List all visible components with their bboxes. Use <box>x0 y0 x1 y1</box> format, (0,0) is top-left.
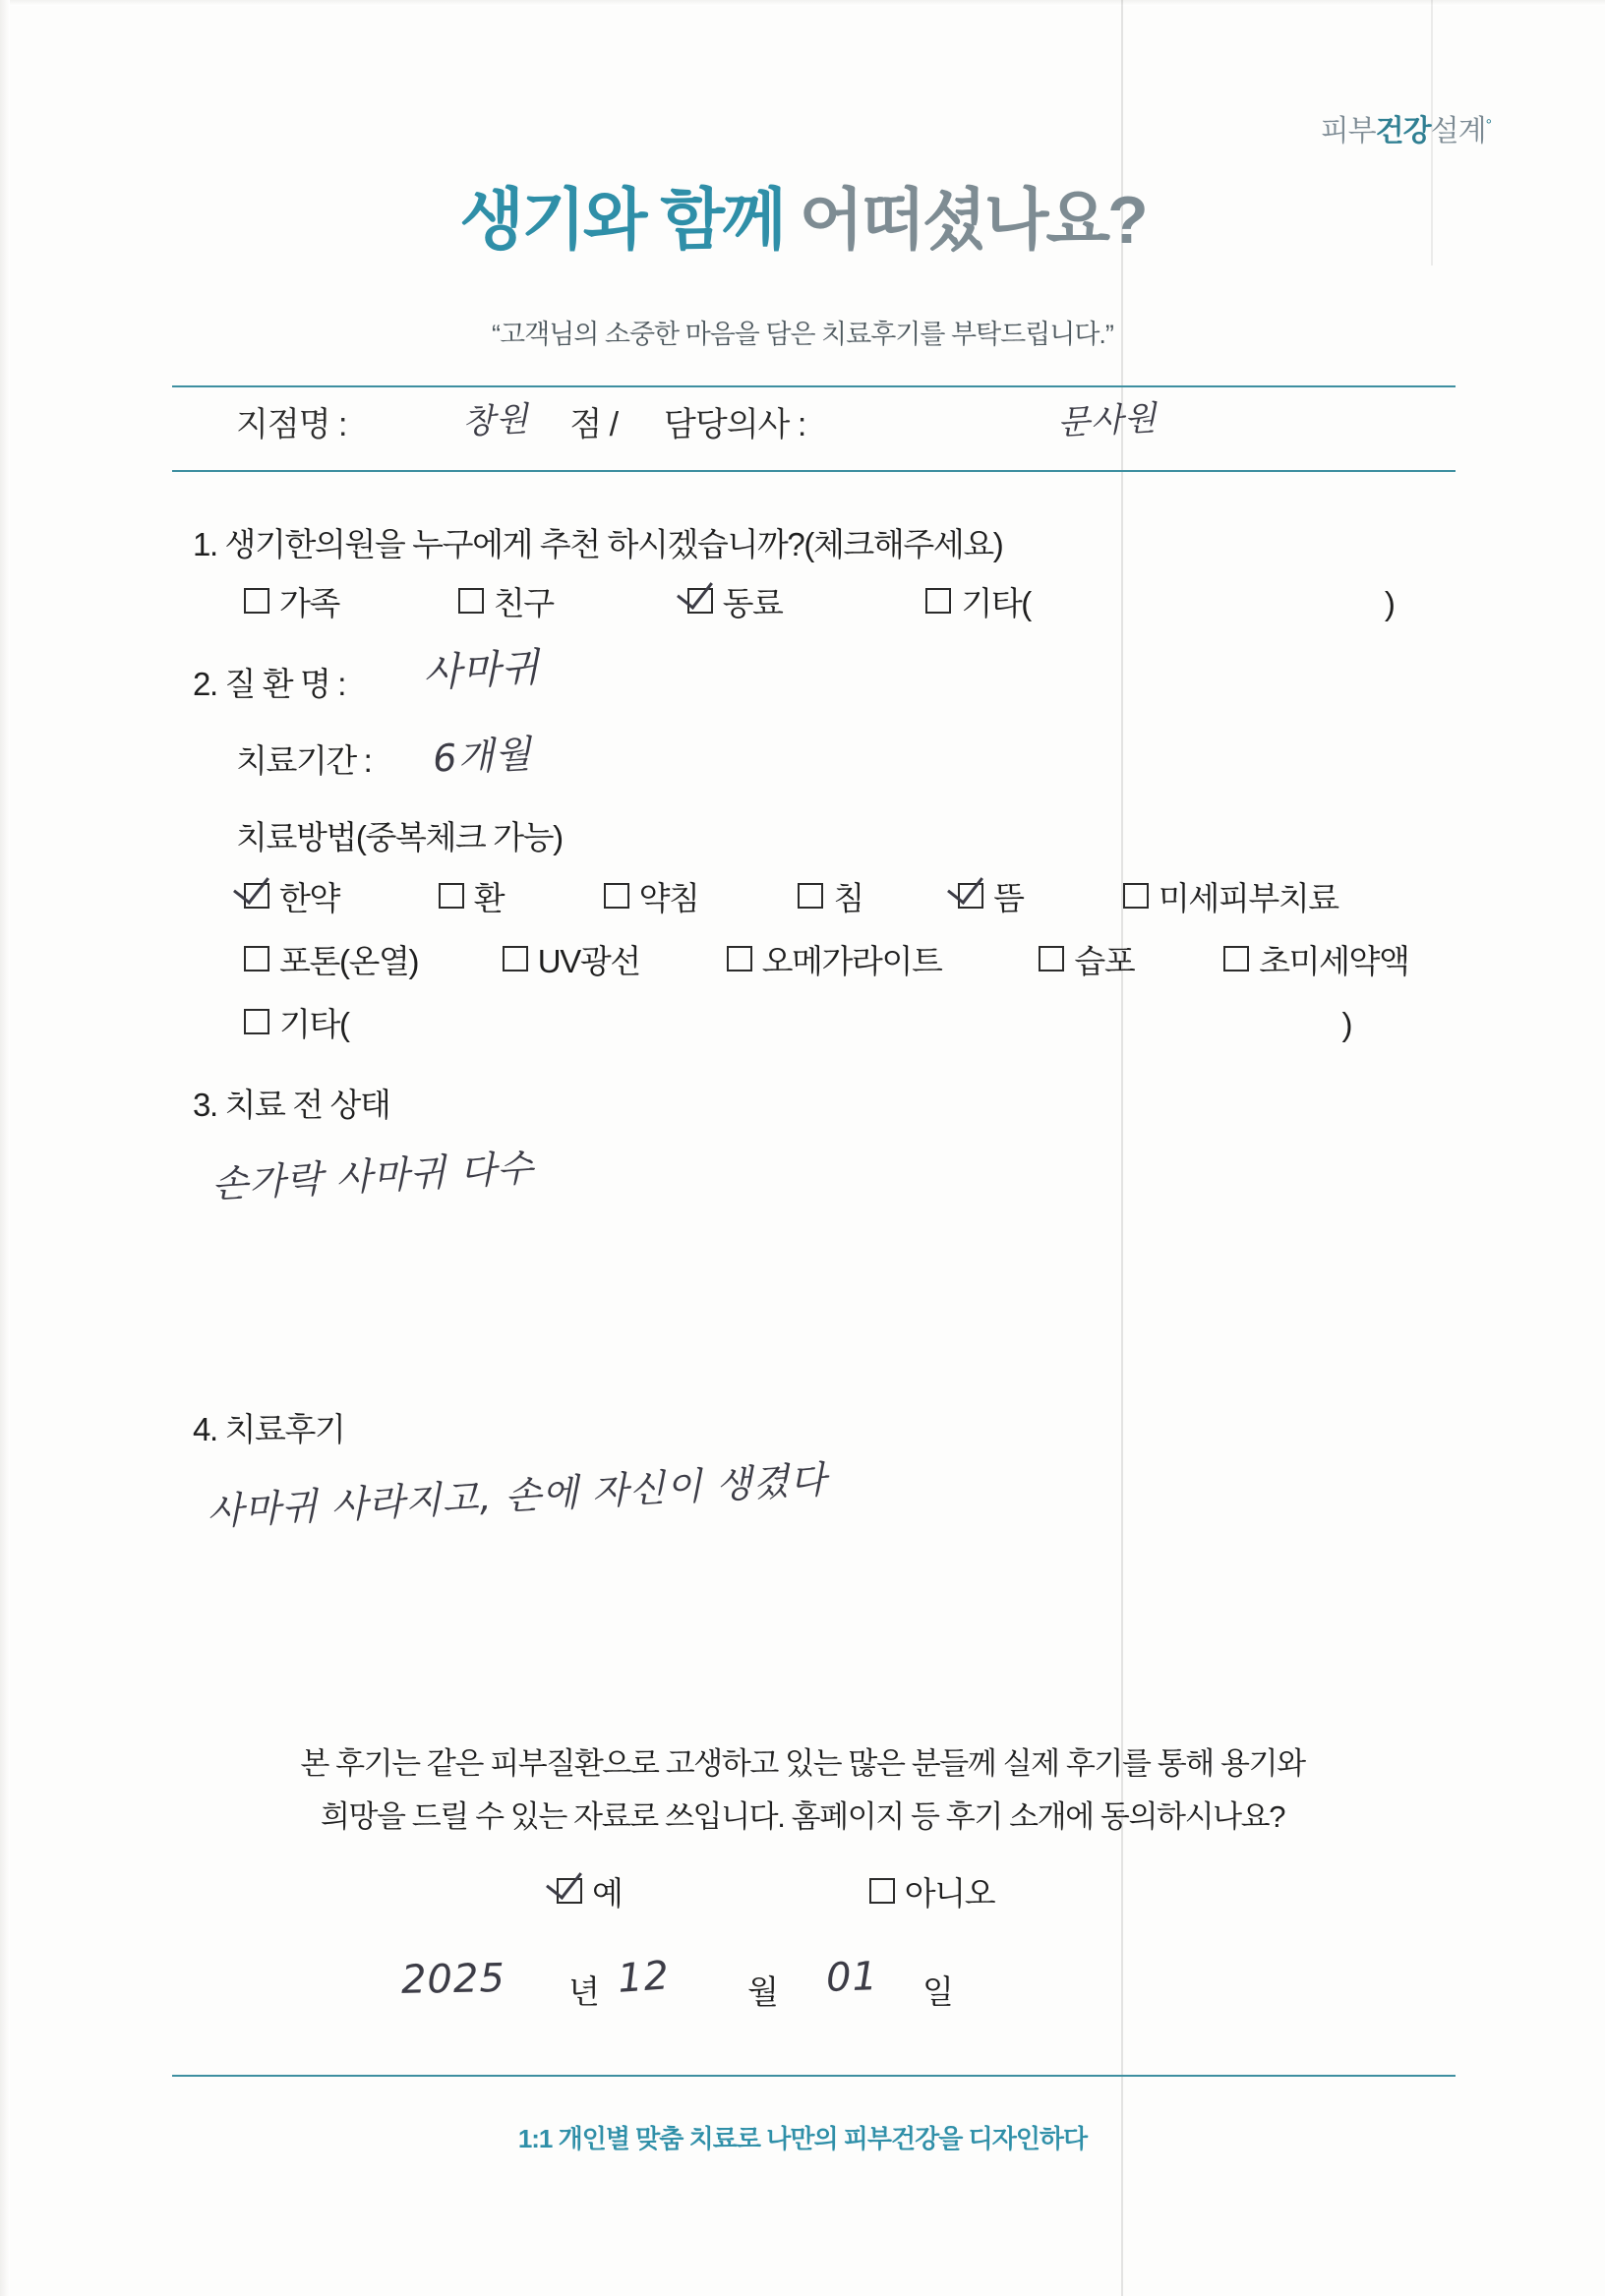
question-1-options <box>244 578 1394 624</box>
question-4-answer-handwritten: 사마귀 사라지고, 손에 자신이 생겼다 <box>206 1457 828 1534</box>
option-pharmacopuncture[interactable] <box>604 873 791 919</box>
option-pharmacopuncture-label: 약침 <box>638 880 699 916</box>
page-title <box>0 167 1605 263</box>
option-acupuncture[interactable] <box>798 873 950 919</box>
doctor-label: 담당의사 : <box>664 406 806 443</box>
option-photon[interactable] <box>244 936 495 982</box>
checkbox-moxibustion[interactable] <box>958 883 983 909</box>
treatment-method-row-2 <box>244 936 1409 982</box>
consent-line-2: 희망을 드릴 수 있는 자료로 쓰입니다. 홈페이지 등 후기 소개에 동의하시나요? <box>320 1799 1285 1834</box>
checkbox-colleague[interactable] <box>687 588 713 614</box>
disease-value-handwritten: 사마귀 <box>422 644 542 697</box>
checkbox-microskin-treatment[interactable] <box>1123 883 1149 909</box>
branch-label: 지점명 : <box>236 406 347 443</box>
option-friend-label: 친구 <box>493 585 554 621</box>
brand-text-suffix: 설계 <box>1430 115 1486 147</box>
option-acupuncture-label: 침 <box>833 880 863 916</box>
option-ultrafine-solution-label: 초미세약액 <box>1259 943 1409 979</box>
divider-under-branch <box>172 470 1456 472</box>
option-microskin-treatment-label: 미세피부치료 <box>1158 880 1338 916</box>
degree-icon: ° <box>1485 117 1491 134</box>
option-herbal-medicine[interactable] <box>244 873 431 919</box>
option-pill[interactable] <box>439 873 596 919</box>
question-4-text: 4. 치료후기 <box>193 1411 345 1447</box>
option-uv-light[interactable] <box>503 936 719 982</box>
doctor-value-handwritten: 문사원 <box>1056 398 1159 443</box>
checkbox-pharmacopuncture[interactable] <box>604 883 629 909</box>
option-pill-label: 환 <box>473 880 505 916</box>
branch-value-handwritten: 창원 <box>461 399 530 442</box>
option-ultrafine-solution[interactable] <box>1223 936 1408 982</box>
option-uv-light-label: UV광선 <box>537 943 640 979</box>
scan-edge-top <box>0 0 1605 6</box>
option-friend[interactable] <box>458 578 680 624</box>
option-etc-close: ) <box>1384 585 1395 621</box>
option-etc[interactable] <box>925 578 1394 624</box>
question-2-period-label: 치료기간 : <box>236 742 372 779</box>
date-day-label: 일 <box>922 1973 953 2010</box>
checkbox-acupuncture[interactable] <box>798 883 823 909</box>
option-wet-compress-label: 습포 <box>1074 943 1135 979</box>
option-herbal-medicine-label: 한약 <box>279 880 339 916</box>
option-moxibustion[interactable] <box>958 873 1115 919</box>
checkbox-consent-yes[interactable] <box>557 1878 582 1904</box>
divider-bottom <box>172 2075 1456 2077</box>
page-title-part1: 생기와 함께 <box>459 183 784 258</box>
option-wet-compress[interactable] <box>1039 936 1216 982</box>
divider-top <box>172 385 1456 387</box>
checkbox-family[interactable] <box>244 588 269 614</box>
page-title-part2: 어떠셨나요? <box>799 183 1146 258</box>
brand-text-accent: 건강 <box>1375 115 1431 147</box>
branch-suffix-label: 점 / <box>569 406 619 443</box>
option-etc-label: 기타( <box>961 585 1031 621</box>
option-microskin-treatment[interactable] <box>1123 873 1338 919</box>
date-day-value-handwritten: 01 <box>825 1954 879 2001</box>
option-omega-light-label: 오메가라이트 <box>761 943 942 979</box>
question-1-text: 1. 생기한의원을 누구에게 추천 하시겠습니까?(체크해주세요) <box>193 526 1003 562</box>
consent-line-1: 본 후기는 같은 피부질환으로 고생하고 있는 많은 분들께 실제 후기를 통해 용기와 <box>300 1746 1305 1781</box>
option-consent-yes-label: 예 <box>592 1875 623 1912</box>
question-3-answer-handwritten: 손가락 사마귀 다수 <box>210 1146 535 1207</box>
date-year-label: 년 <box>568 1973 599 2010</box>
option-method-etc-label: 기타( <box>279 1006 349 1042</box>
page-subtitle: “고객님의 소중한 마음을 담은 치료후기를 부탁드립니다.” <box>492 320 1113 349</box>
treatment-method-row-1 <box>244 873 1338 919</box>
option-method-etc[interactable] <box>244 999 1351 1045</box>
option-family[interactable] <box>244 578 450 624</box>
checkbox-method-etc[interactable] <box>244 1009 269 1034</box>
checkbox-etc[interactable] <box>925 588 951 614</box>
option-consent-no[interactable] <box>869 1868 994 1914</box>
option-consent-yes[interactable] <box>557 1868 862 1914</box>
checkbox-wet-compress[interactable] <box>1039 946 1064 971</box>
option-method-etc-close: ) <box>1341 1006 1352 1042</box>
option-colleague-label: 동료 <box>722 585 783 621</box>
consent-options <box>557 1868 994 1914</box>
option-moxibustion-label: 뜸 <box>993 880 1024 916</box>
brand-logo <box>1321 106 1491 149</box>
option-family-label: 가족 <box>279 585 339 621</box>
checkbox-pill[interactable] <box>439 883 464 909</box>
option-omega-light[interactable] <box>727 936 1032 982</box>
checkbox-uv-light[interactable] <box>503 946 528 971</box>
brand-text-prefix: 피부 <box>1320 115 1376 147</box>
period-value-handwritten: 6개월 <box>432 732 533 781</box>
option-colleague[interactable] <box>687 578 919 624</box>
question-2-disease-label: 2. 질 환 명 : <box>193 666 345 702</box>
question-2-method-label: 치료방법(중복체크 가능) <box>236 819 563 855</box>
question-3-text: 3. 치료 전 상태 <box>193 1087 390 1123</box>
checkbox-consent-no[interactable] <box>869 1878 895 1904</box>
treatment-method-row-3 <box>244 999 1351 1045</box>
option-photon-label: 포톤(온열) <box>279 943 419 979</box>
date-year-value-handwritten: 2025 <box>400 1956 506 2003</box>
option-consent-no-label: 아니오 <box>904 1875 995 1912</box>
date-month-label: 월 <box>747 1973 778 2010</box>
date-month-value-handwritten: 12 <box>616 1953 672 2002</box>
checkbox-ultrafine-solution[interactable] <box>1223 946 1249 971</box>
checkbox-omega-light[interactable] <box>727 946 752 971</box>
checkbox-herbal-medicine[interactable] <box>244 883 269 909</box>
checkbox-friend[interactable] <box>458 588 484 614</box>
footer-slogan: 1:1 개인별 맞춤 치료로 나만의 피부건강을 디자인하다 <box>517 2124 1088 2153</box>
checkbox-photon[interactable] <box>244 946 269 971</box>
